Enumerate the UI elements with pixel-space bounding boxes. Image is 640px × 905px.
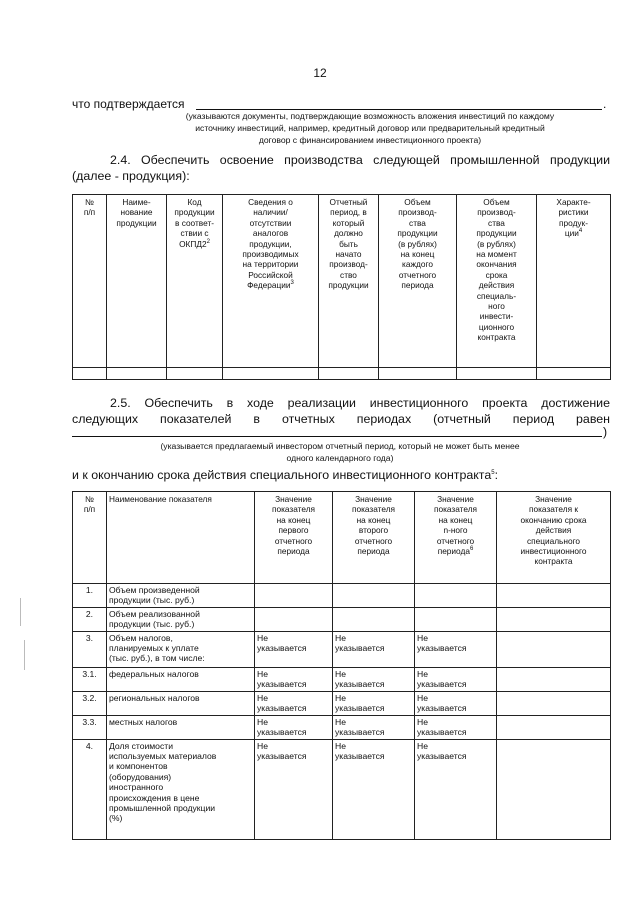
t1-col-volume-end: Объем производ- ства продукции (в рублях) на момент окончания срока действия специаль- ного инвести- ционного контракта bbox=[457, 195, 537, 368]
value-n-period: Не указывается bbox=[415, 715, 497, 739]
row-number: 3.3. bbox=[73, 715, 107, 739]
confirm-note bbox=[130, 110, 610, 146]
table-row bbox=[73, 691, 611, 715]
indicator-name: Объем реализованной продукции (тыс. руб.) bbox=[107, 607, 255, 631]
section-2-5-line1: 2.5. Обеспечить в ходе реализации инвестиционного проекта достижение bbox=[110, 396, 610, 410]
table-row bbox=[73, 607, 611, 631]
confirm-note-line: источнику инвестиций, например, кредитный договор или предварительный кредитный bbox=[195, 123, 545, 133]
section-2-4-line2: (далее - продукция): bbox=[72, 169, 190, 183]
indicator-name: федеральных налогов bbox=[107, 667, 255, 691]
period-note-line: одного календарного года) bbox=[286, 453, 394, 463]
row-number: 3. bbox=[73, 631, 107, 667]
confirm-note-line: (указываются документы, подтверждающие возможность вложения инвестиций по каждому bbox=[185, 111, 555, 121]
value-second-period: Не указывается bbox=[333, 691, 415, 715]
value-second-period: Не указывается bbox=[333, 631, 415, 667]
t1-col-volume-period: Объем производ- ства продукции (в рублях) на конец каждого отчетного периода bbox=[379, 195, 457, 368]
value-contract-end bbox=[497, 715, 611, 739]
value-n-period: Не указывается bbox=[415, 667, 497, 691]
t1-col-analogs: Сведения о наличии/ отсутствии аналогов продукции, производимых на территории Российской Федерации$^3$ bbox=[223, 195, 319, 368]
value-second-period: Не указывается bbox=[333, 739, 415, 839]
value-first-period bbox=[255, 584, 333, 608]
table-row bbox=[73, 667, 611, 691]
value-first-period: Не указывается bbox=[255, 667, 333, 691]
value-contract-end bbox=[497, 739, 611, 839]
row-number: 2. bbox=[73, 607, 107, 631]
value-n-period: Не указывается bbox=[415, 691, 497, 715]
t2-col-contract-end: Значение показателя к окончанию срока действия специального инвестиционного контракта bbox=[497, 492, 611, 584]
table-row bbox=[73, 715, 611, 739]
period-underline bbox=[72, 424, 602, 437]
row-number: 3.1. bbox=[73, 667, 107, 691]
value-second-period bbox=[333, 607, 415, 631]
confirm-prefix: что подтверждается bbox=[72, 97, 185, 111]
production-table bbox=[72, 194, 611, 380]
t2-col-n-period: Значение показателя на конец n-ного отчетного периода$^6$ bbox=[415, 492, 497, 584]
t1-col-name: Наиме- нование продукции bbox=[107, 195, 167, 368]
value-second-period: Не указывается bbox=[333, 715, 415, 739]
value-first-period: Не указывается bbox=[255, 691, 333, 715]
table-row bbox=[73, 584, 611, 608]
row-number: 3.2. bbox=[73, 691, 107, 715]
indicator-name: Доля стоимости используемых материалов и компонентов (оборудования) иностранного происхождения в цене промышленной продукции (%) bbox=[107, 739, 255, 839]
confirm-underline bbox=[196, 97, 602, 110]
value-n-period: Не указывается bbox=[415, 739, 497, 839]
indicator-name: Объем произведенной продукции (тыс. руб.) bbox=[107, 584, 255, 608]
period-note bbox=[100, 440, 580, 464]
indicators-table bbox=[72, 491, 611, 840]
margin-mark bbox=[20, 598, 21, 626]
section-2-5-line2: следующих показателей в отчетных периодах (отчетный период равен bbox=[72, 412, 610, 426]
table-row bbox=[73, 739, 611, 839]
confirm-end: . bbox=[603, 97, 607, 111]
value-contract-end bbox=[497, 584, 611, 608]
indicator-name: Объем налогов, планируемых к уплате (тыс. руб.), в том числе: bbox=[107, 631, 255, 667]
section-2-5-line3: и к окончанию срока действия специального инвестиционного контракта$^5$: bbox=[72, 468, 499, 482]
t1-col-characteristics: Характе- ристики продук- ции$^4$ bbox=[537, 195, 611, 368]
indicator-name: местных налогов bbox=[107, 715, 255, 739]
indicator-name: региональных налогов bbox=[107, 691, 255, 715]
value-n-period: Не указывается bbox=[415, 631, 497, 667]
page-number: 12 bbox=[313, 66, 327, 80]
value-n-period bbox=[415, 584, 497, 608]
period-note-line: (указывается предлагаемый инвестором отчетный период, который не может быть менее bbox=[160, 441, 520, 451]
section-2-5-close: ) bbox=[603, 425, 608, 439]
row-number: 4. bbox=[73, 739, 107, 839]
t1-empty-row bbox=[73, 368, 611, 380]
t1-col-num: № п/п bbox=[73, 195, 107, 368]
t2-col-first-period: Значение показателя на конец первого отчетного периода bbox=[255, 492, 333, 584]
value-contract-end bbox=[497, 607, 611, 631]
t2-col-num: № п/п bbox=[73, 492, 107, 584]
value-second-period: Не указывается bbox=[333, 667, 415, 691]
margin-mark bbox=[24, 640, 25, 670]
confirm-note-line: договор с финансированием инвестиционного проекта) bbox=[258, 135, 482, 145]
value-first-period: Не указывается bbox=[255, 631, 333, 667]
t2-col-second-period: Значение показателя на конец второго отчетного периода bbox=[333, 492, 415, 584]
value-contract-end bbox=[497, 631, 611, 667]
value-n-period bbox=[415, 607, 497, 631]
table-row bbox=[73, 631, 611, 667]
t1-col-start-period: Отчетный период, в который должно быть начато производ- ство продукции bbox=[319, 195, 379, 368]
value-contract-end bbox=[497, 667, 611, 691]
t1-col-code: Код продукции в соответ- ствии с $ОКПД2^2$ bbox=[167, 195, 223, 368]
value-second-period bbox=[333, 584, 415, 608]
value-first-period bbox=[255, 607, 333, 631]
value-first-period: Не указывается bbox=[255, 739, 333, 839]
value-first-period: Не указывается bbox=[255, 715, 333, 739]
section-2-4-line1: 2.4. Обеспечить освоение производства следующей промышленной продукции bbox=[110, 153, 610, 167]
row-number: 1. bbox=[73, 584, 107, 608]
value-contract-end bbox=[497, 691, 611, 715]
t2-col-name: Наименование показателя bbox=[107, 492, 255, 584]
